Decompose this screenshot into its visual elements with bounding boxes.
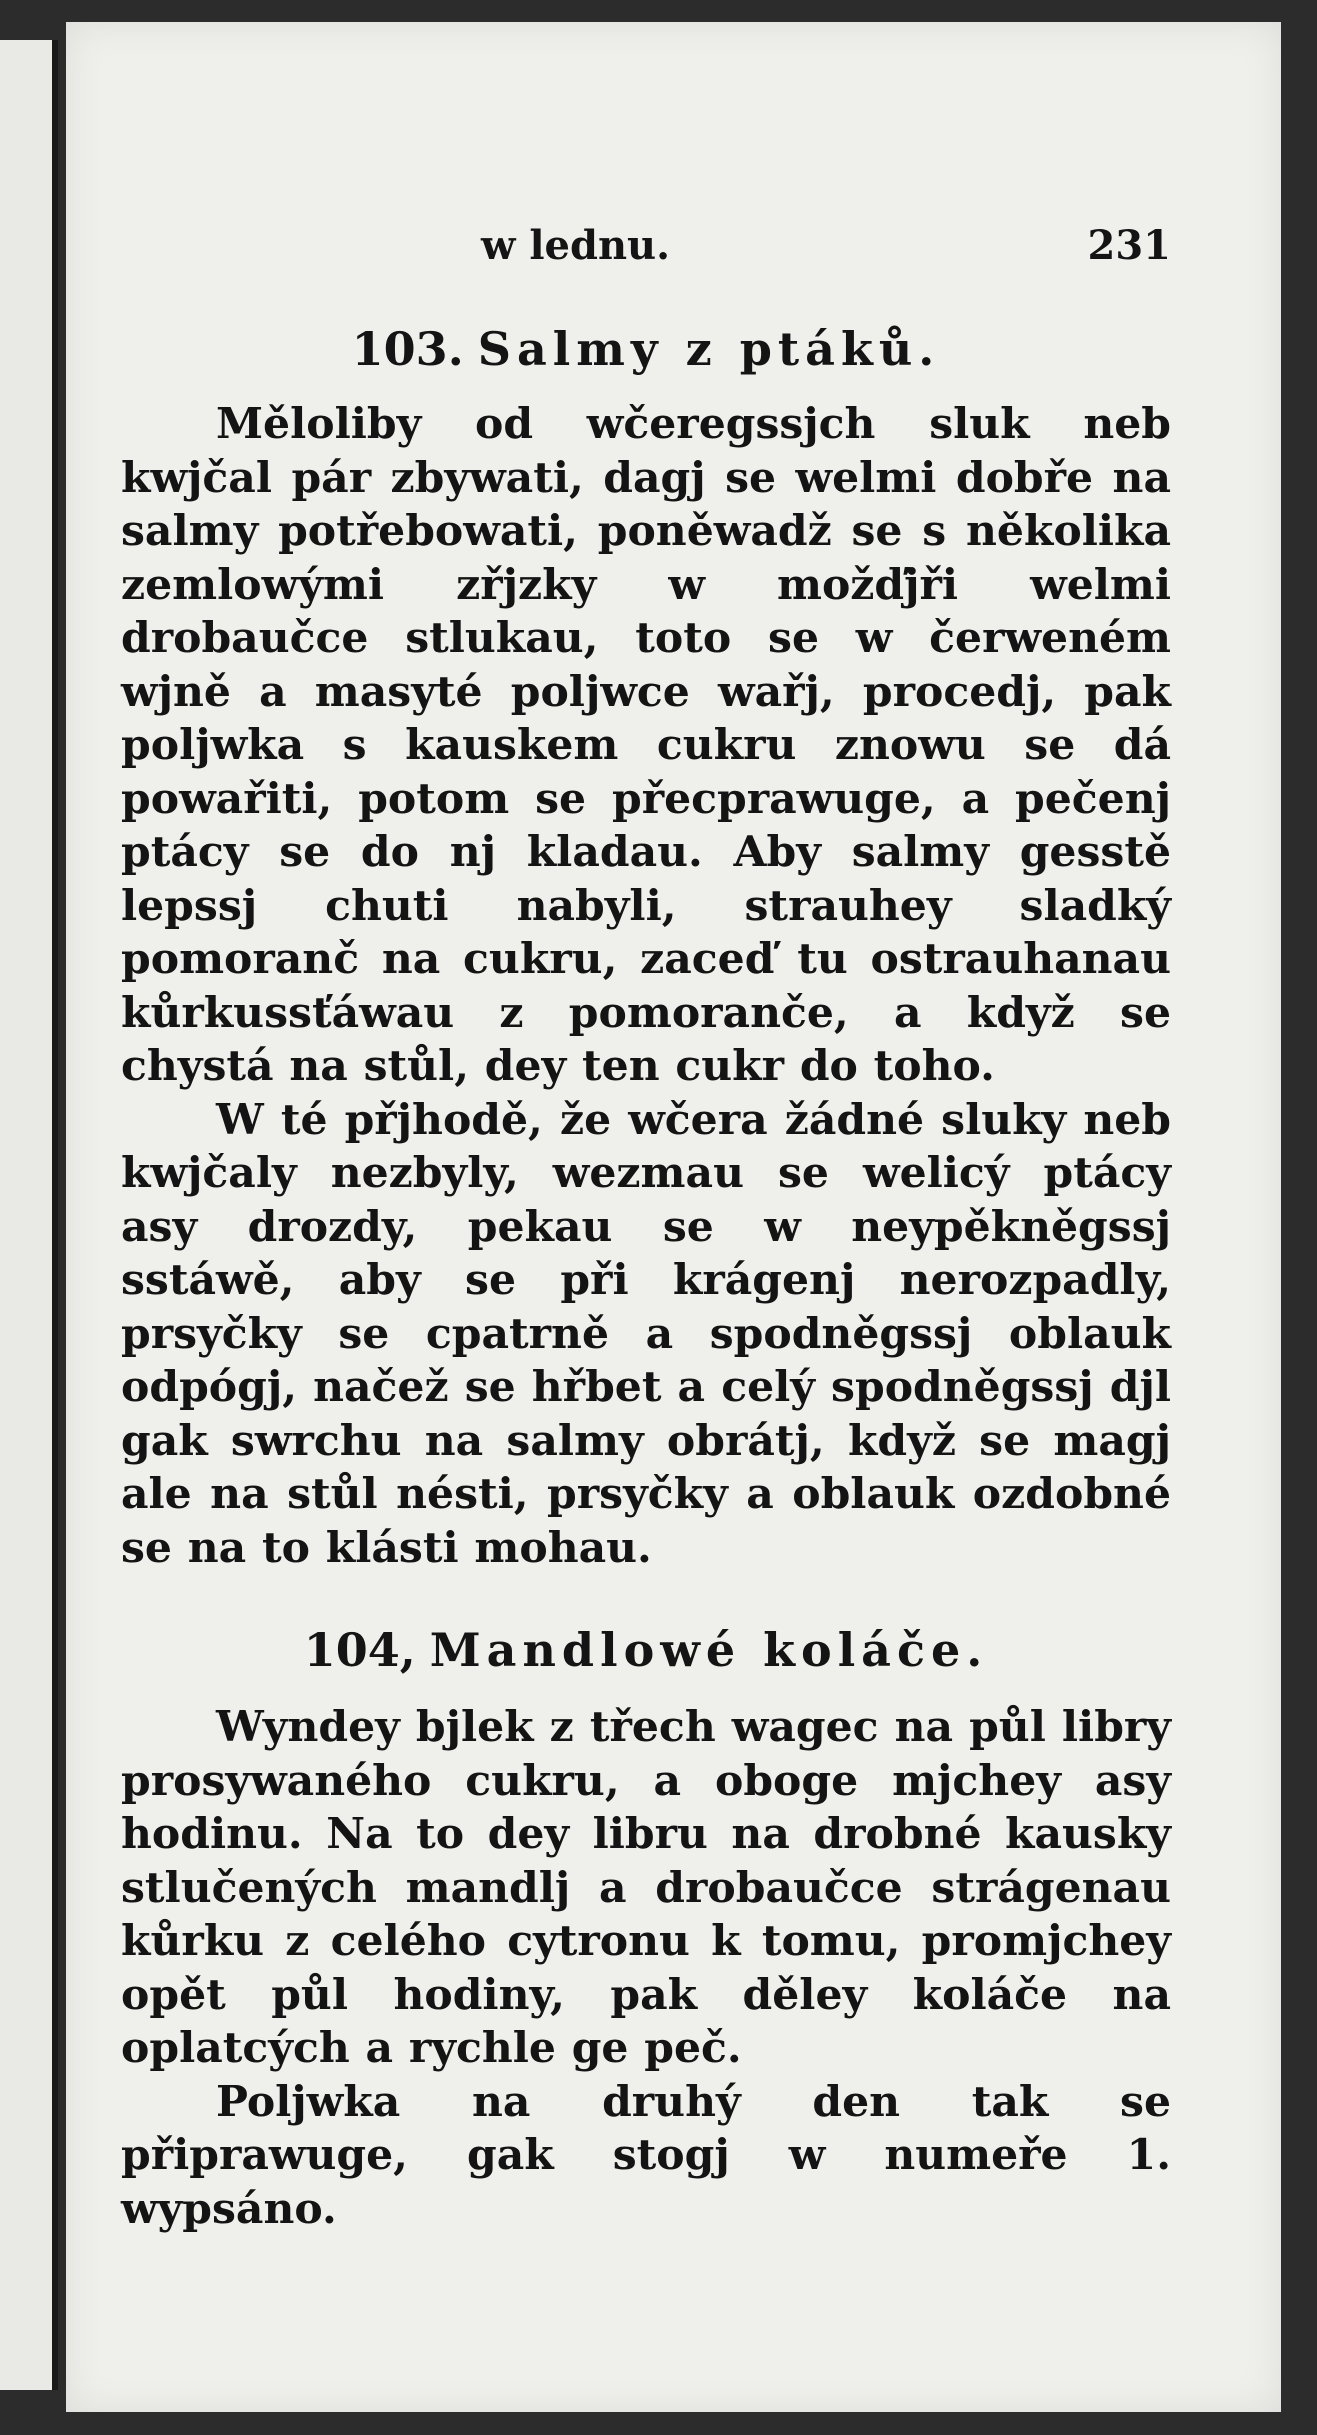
paragraph: Měloliby od wčeregssjch sluk neb kwjčal pár zbywati, dagj se welmi dobře na salmy potřebowati, poněwadž se s několika zemlowými zřjzky w možďjři welmi drobaučce stlukau, toto se w čerweném wjně a masyté poljwce wařj, procedj, pak poljwka s kauskem cukru znowu se dá powařiti, potom se přecprawuge, a pečenj ptácy se do nj kladau. Aby salmy gesstě lepssj chuti nabyli, strauhey sladký pomoranč na cukru, zaceď tu ostrauhanau kůrkussťáwau z pomoranče, a když se chystá na stůl, dey ten cukr do toho. xyxy=(121,399,1171,1091)
section-heading xyxy=(121,1623,1171,1677)
page-text-block xyxy=(121,222,1171,2236)
section-title: Mandlowé koláče. xyxy=(429,1623,989,1677)
running-head xyxy=(121,222,1171,282)
paragraph: Wyndey bjlek z třech wagec na půl libry prosywaného cukru, a oboge mjchey asy hodinu. Na to dey libru na drobné kausky stlučených mandlj a drobaučce strágenau kůrku z celého cytronu k tomu, promjchey opět půl hodiny, pak děley koláče na oplatcých a rychle ge peč. xyxy=(121,1702,1171,2073)
section-number: 103. xyxy=(351,322,464,376)
book-page xyxy=(66,22,1281,2412)
section-title: Salmy z ptáků. xyxy=(477,322,941,376)
left-page-edge xyxy=(0,40,58,2390)
section-heading xyxy=(121,322,1171,376)
page-number: 231 xyxy=(1087,222,1171,269)
running-title: w lednu. xyxy=(481,222,671,269)
paragraph: W té přjhodě, že wčera žádné sluky neb kwjčaly nezbyly, wezmau se welicý ptácy asy drozdy, pekau se w neypěkněgssj sstáwě, aby se při krágenj nerozpadly, prsyčky se cpatrně a spodněgssj oblauk odpógj, načež se hřbet a celý spodněgssj djl gak swrchu na salmy obrátj, když se magj ale na stůl nésti, prsyčky a oblauk ozdobné se na to klásti mohau. xyxy=(121,1094,1171,1573)
section-number: 104, xyxy=(303,1623,416,1677)
paragraph: Poljwka na druhý den tak se připrawuge, gak stogj w numeře 1. wypsáno. xyxy=(121,2076,1171,2234)
